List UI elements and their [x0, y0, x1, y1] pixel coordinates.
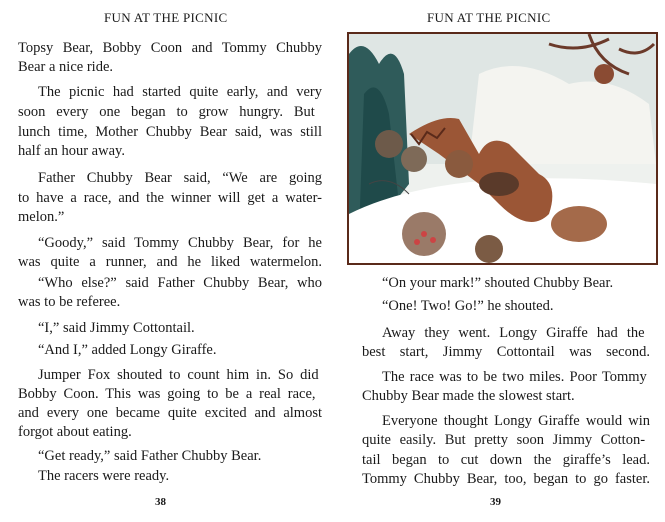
- text-line: Bear a nice ride.: [18, 59, 114, 75]
- giraffe-race-illustration: [347, 32, 658, 265]
- text-line: “Who else?” said Father Chubby Bear, who: [38, 275, 322, 291]
- text-line: was to be referee.: [18, 294, 121, 310]
- text-line: The racers were ready.: [38, 468, 170, 484]
- text-line: “On your mark!” shouted Chubby Bear.: [382, 275, 614, 291]
- text-line: tail began to cut down the giraffe’s lead.: [362, 452, 650, 468]
- text-line: Jumper Fox shouted to count him in. So did: [38, 367, 319, 383]
- text-line: melon.”: [18, 209, 65, 225]
- text-line: was quite a runner, and he liked watermelon.: [18, 254, 322, 270]
- text-line: Topsy Bear, Bobby Coon and Tommy Chubby: [18, 40, 322, 56]
- text-line: Tommy Chubby Bear, too, began to go faster.: [362, 471, 650, 487]
- text-line: to have a race, and the winner will get a water-: [18, 190, 322, 206]
- page-number: 39: [490, 496, 501, 508]
- text-line: Chubby Bear made the slowest start.: [362, 388, 575, 404]
- text-line: soon every one began to grow hungry. But: [18, 104, 315, 120]
- left-page: [0, 0, 332, 522]
- page-number: 38: [155, 496, 166, 508]
- running-head: FUN AT THE PICNIC: [104, 10, 228, 25]
- text-line: half an hour away.: [18, 143, 125, 159]
- text-line: forgot about eating.: [18, 424, 132, 440]
- text-line: Bobby Coon. This was going to be a real race,: [18, 386, 316, 402]
- text-line: The race was to be two miles. Poor Tommy: [382, 369, 647, 385]
- text-line: lunch time, Mother Chubby Bear said, was still: [18, 124, 322, 140]
- text-line: “I,” said Jimmy Cottontail.: [38, 320, 195, 336]
- text-line: quite easily. But pretty soon Jimmy Cotton-: [362, 432, 646, 448]
- running-head: FUN AT THE PICNIC: [427, 10, 551, 25]
- text-line: Away they went. Longy Giraffe had the: [382, 325, 645, 341]
- text-line: “One! Two! Go!” he shouted.: [382, 298, 554, 314]
- text-line: “Get ready,” said Father Chubby Bear.: [38, 448, 262, 464]
- text-line: Everyone thought Longy Giraffe would win: [382, 413, 650, 429]
- text-line: “And I,” added Longy Giraffe.: [38, 342, 217, 358]
- text-line: Father Chubby Bear said, “We are going: [38, 170, 322, 186]
- text-line: and every one became quite excited and almost: [18, 405, 322, 421]
- text-line: “Goody,” said Tommy Chubby Bear, for he: [38, 235, 322, 251]
- illustration-drawing: [349, 34, 656, 263]
- text-line: best start, Jimmy Cottontail was second.: [362, 344, 650, 360]
- text-line: The picnic had started quite early, and very: [38, 84, 322, 100]
